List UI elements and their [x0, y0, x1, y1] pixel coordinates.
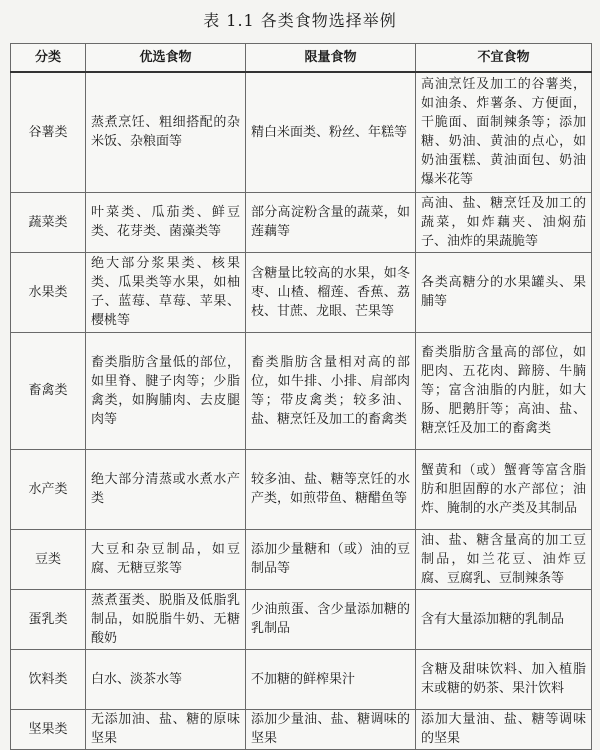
unsuitable-cell: 高油烹饪及加工的谷薯类，如油条、炸薯条、方便面，干脆面、面制辣条等；添加糖、奶油、黄油的点心，如奶油蛋糕、黄油面包、奶油爆米花等 [416, 72, 592, 192]
table-row [11, 529, 592, 589]
category-cell: 饮料类 [11, 649, 86, 709]
table-row [11, 449, 592, 529]
limited-cell: 精白米面类、粉丝、年糕等 [246, 72, 416, 192]
limited-cell: 添加少量糖和（或）油的豆制品等 [246, 529, 416, 589]
table-row [11, 72, 592, 192]
preferred-cell: 叶菜类、瓜茄类、鲜豆类、花芽类、菌藻类等 [86, 192, 246, 252]
limited-cell: 含糖量比较高的水果，如冬枣、山楂、榴莲、香蕉、荔枝、甘蔗、龙眼、芒果等 [246, 252, 416, 332]
limited-cell: 少油煎蛋、含少量添加糖的乳制品 [246, 589, 416, 649]
table-row [11, 252, 592, 332]
category-cell: 谷薯类 [11, 72, 86, 192]
preferred-cell: 蒸煮蛋类、脱脂及低脂乳制品，如脱脂牛奶、无糖酸奶 [86, 589, 246, 649]
unsuitable-cell: 含有大量添加糖的乳制品 [416, 589, 592, 649]
category-cell: 蛋乳类 [11, 589, 86, 649]
limited-cell: 不加糖的鲜榨果汁 [246, 649, 416, 709]
category-cell: 水果类 [11, 252, 86, 332]
unsuitable-cell: 蟹黄和（或）蟹膏等富含脂肪和胆固醇的水产部位；油炸、腌制的水产类及其制品 [416, 449, 592, 529]
preferred-cell: 蒸煮烹饪、粗细搭配的杂米饭、杂粮面等 [86, 72, 246, 192]
unsuitable-cell: 高油、盐、糖烹饪及加工的蔬菜，如炸藕夹、油焖茄子、油炸的果蔬脆等 [416, 192, 592, 252]
limited-cell: 畜类脂肪含量相对高的部位，如牛排、小排、肩部肉等；带皮禽类；较多油、盐、糖烹饪及加工的畜禽类 [246, 332, 416, 449]
category-cell: 坚果类 [11, 709, 86, 749]
header-preferred: 优选食物 [86, 44, 246, 73]
limited-cell: 较多油、盐、糖等烹饪的水产类，如煎带鱼、糖醋鱼等 [246, 449, 416, 529]
preferred-cell: 大豆和杂豆制品，如豆腐、无糖豆浆等 [86, 529, 246, 589]
category-cell: 蔬菜类 [11, 192, 86, 252]
category-cell: 畜禽类 [11, 332, 86, 449]
table-row [11, 709, 592, 749]
header-limited: 限量食物 [246, 44, 416, 73]
category-cell: 水产类 [11, 449, 86, 529]
unsuitable-cell: 油、盐、糖含量高的加工豆制品，如兰花豆、油炸豆腐、豆腐乳、豆制辣条等 [416, 529, 592, 589]
food-selection-table [10, 43, 592, 750]
unsuitable-cell: 各类高糖分的水果罐头、果脯等 [416, 252, 592, 332]
table-row [11, 649, 592, 709]
unsuitable-cell: 含糖及甜味饮料、加入植脂末或糖的奶茶、果汁饮料 [416, 649, 592, 709]
header-unsuitable: 不宜食物 [416, 44, 592, 73]
limited-cell: 部分高淀粉含量的蔬菜，如莲藕等 [246, 192, 416, 252]
preferred-cell: 绝大部分清蒸或水煮水产类 [86, 449, 246, 529]
header-row [11, 44, 592, 73]
unsuitable-cell: 添加大量油、盐、糖等调味的坚果 [416, 709, 592, 749]
category-cell: 豆类 [11, 529, 86, 589]
header-category: 分类 [11, 44, 86, 73]
table-row [11, 332, 592, 449]
table-row [11, 589, 592, 649]
preferred-cell: 畜类脂肪含量低的部位，如里脊、腱子肉等；少脂禽类，如胸脯肉、去皮腿肉等 [86, 332, 246, 449]
preferred-cell: 白水、淡茶水等 [86, 649, 246, 709]
table-row [11, 192, 592, 252]
preferred-cell: 绝大部分浆果类、核果类、瓜果类等水果，如柚子、蓝莓、草莓、苹果、樱桃等 [86, 252, 246, 332]
table-title: 表 1.1 各类食物选择举例 [203, 11, 397, 30]
preferred-cell: 无添加油、盐、糖的原味坚果 [86, 709, 246, 749]
unsuitable-cell: 畜类脂肪含量高的部位，如肥肉、五花肉、蹄膀、牛腩等；富含油脂的内脏，如大肠、肥鹅肝等；高油、盐、糖烹饪及加工的畜禽类 [416, 332, 592, 449]
limited-cell: 添加少量油、盐、糖调味的坚果 [246, 709, 416, 749]
